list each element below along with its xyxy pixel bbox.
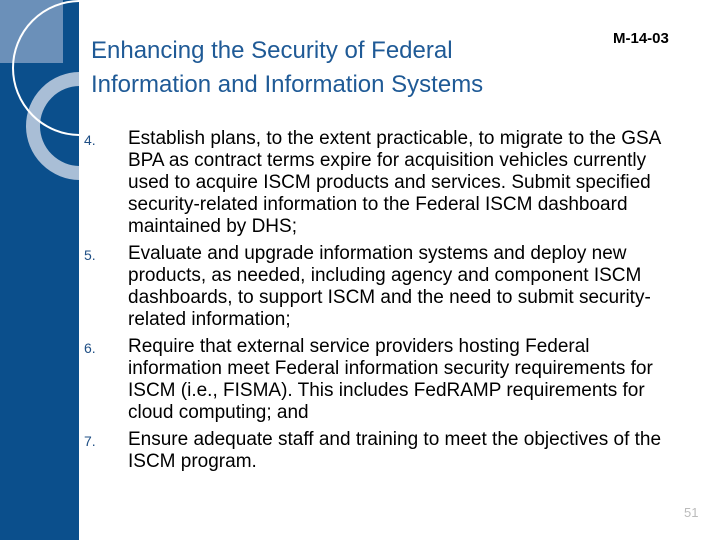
item-text: Ensure adequate staff and training to meet the objectives of the ISCM program.: [128, 429, 662, 472]
list-item: [84, 243, 684, 331]
page-number: 51: [684, 505, 699, 520]
item-text: Establish plans, to the extent practicable, to migrate to the GSA BPA as contract terms expire for acquisition vehicles currently used to acquire ISCM products and services. Submit specified security-related information to the Federal ISCM dashboard maintained by DHS;: [128, 128, 661, 237]
decorative-sidebar: [0, 0, 79, 540]
item-number: 5.: [84, 247, 96, 263]
numbered-list: [84, 128, 684, 473]
slide-title: Enhancing the Security of Federal Information and Information Systems: [91, 37, 484, 98]
item-text: Evaluate and upgrade information systems and deploy new products, as needed, including agency and component ISCM dashboards, to support ISCM and the need to submit security-related information;: [128, 243, 651, 330]
item-number: 6.: [84, 340, 96, 356]
list-item: [84, 429, 684, 473]
list-item: [84, 128, 684, 238]
memo-code: M-14-03: [613, 30, 669, 47]
list-item: [84, 336, 684, 424]
item-text: Require that external service providers hosting Federal information meet Federal information security requirements for ISCM (i.e., FISMA). This includes FedRAMP requirements for cloud computing; and: [128, 336, 653, 423]
item-number: 7.: [84, 433, 96, 449]
item-number: 4.: [84, 132, 96, 148]
